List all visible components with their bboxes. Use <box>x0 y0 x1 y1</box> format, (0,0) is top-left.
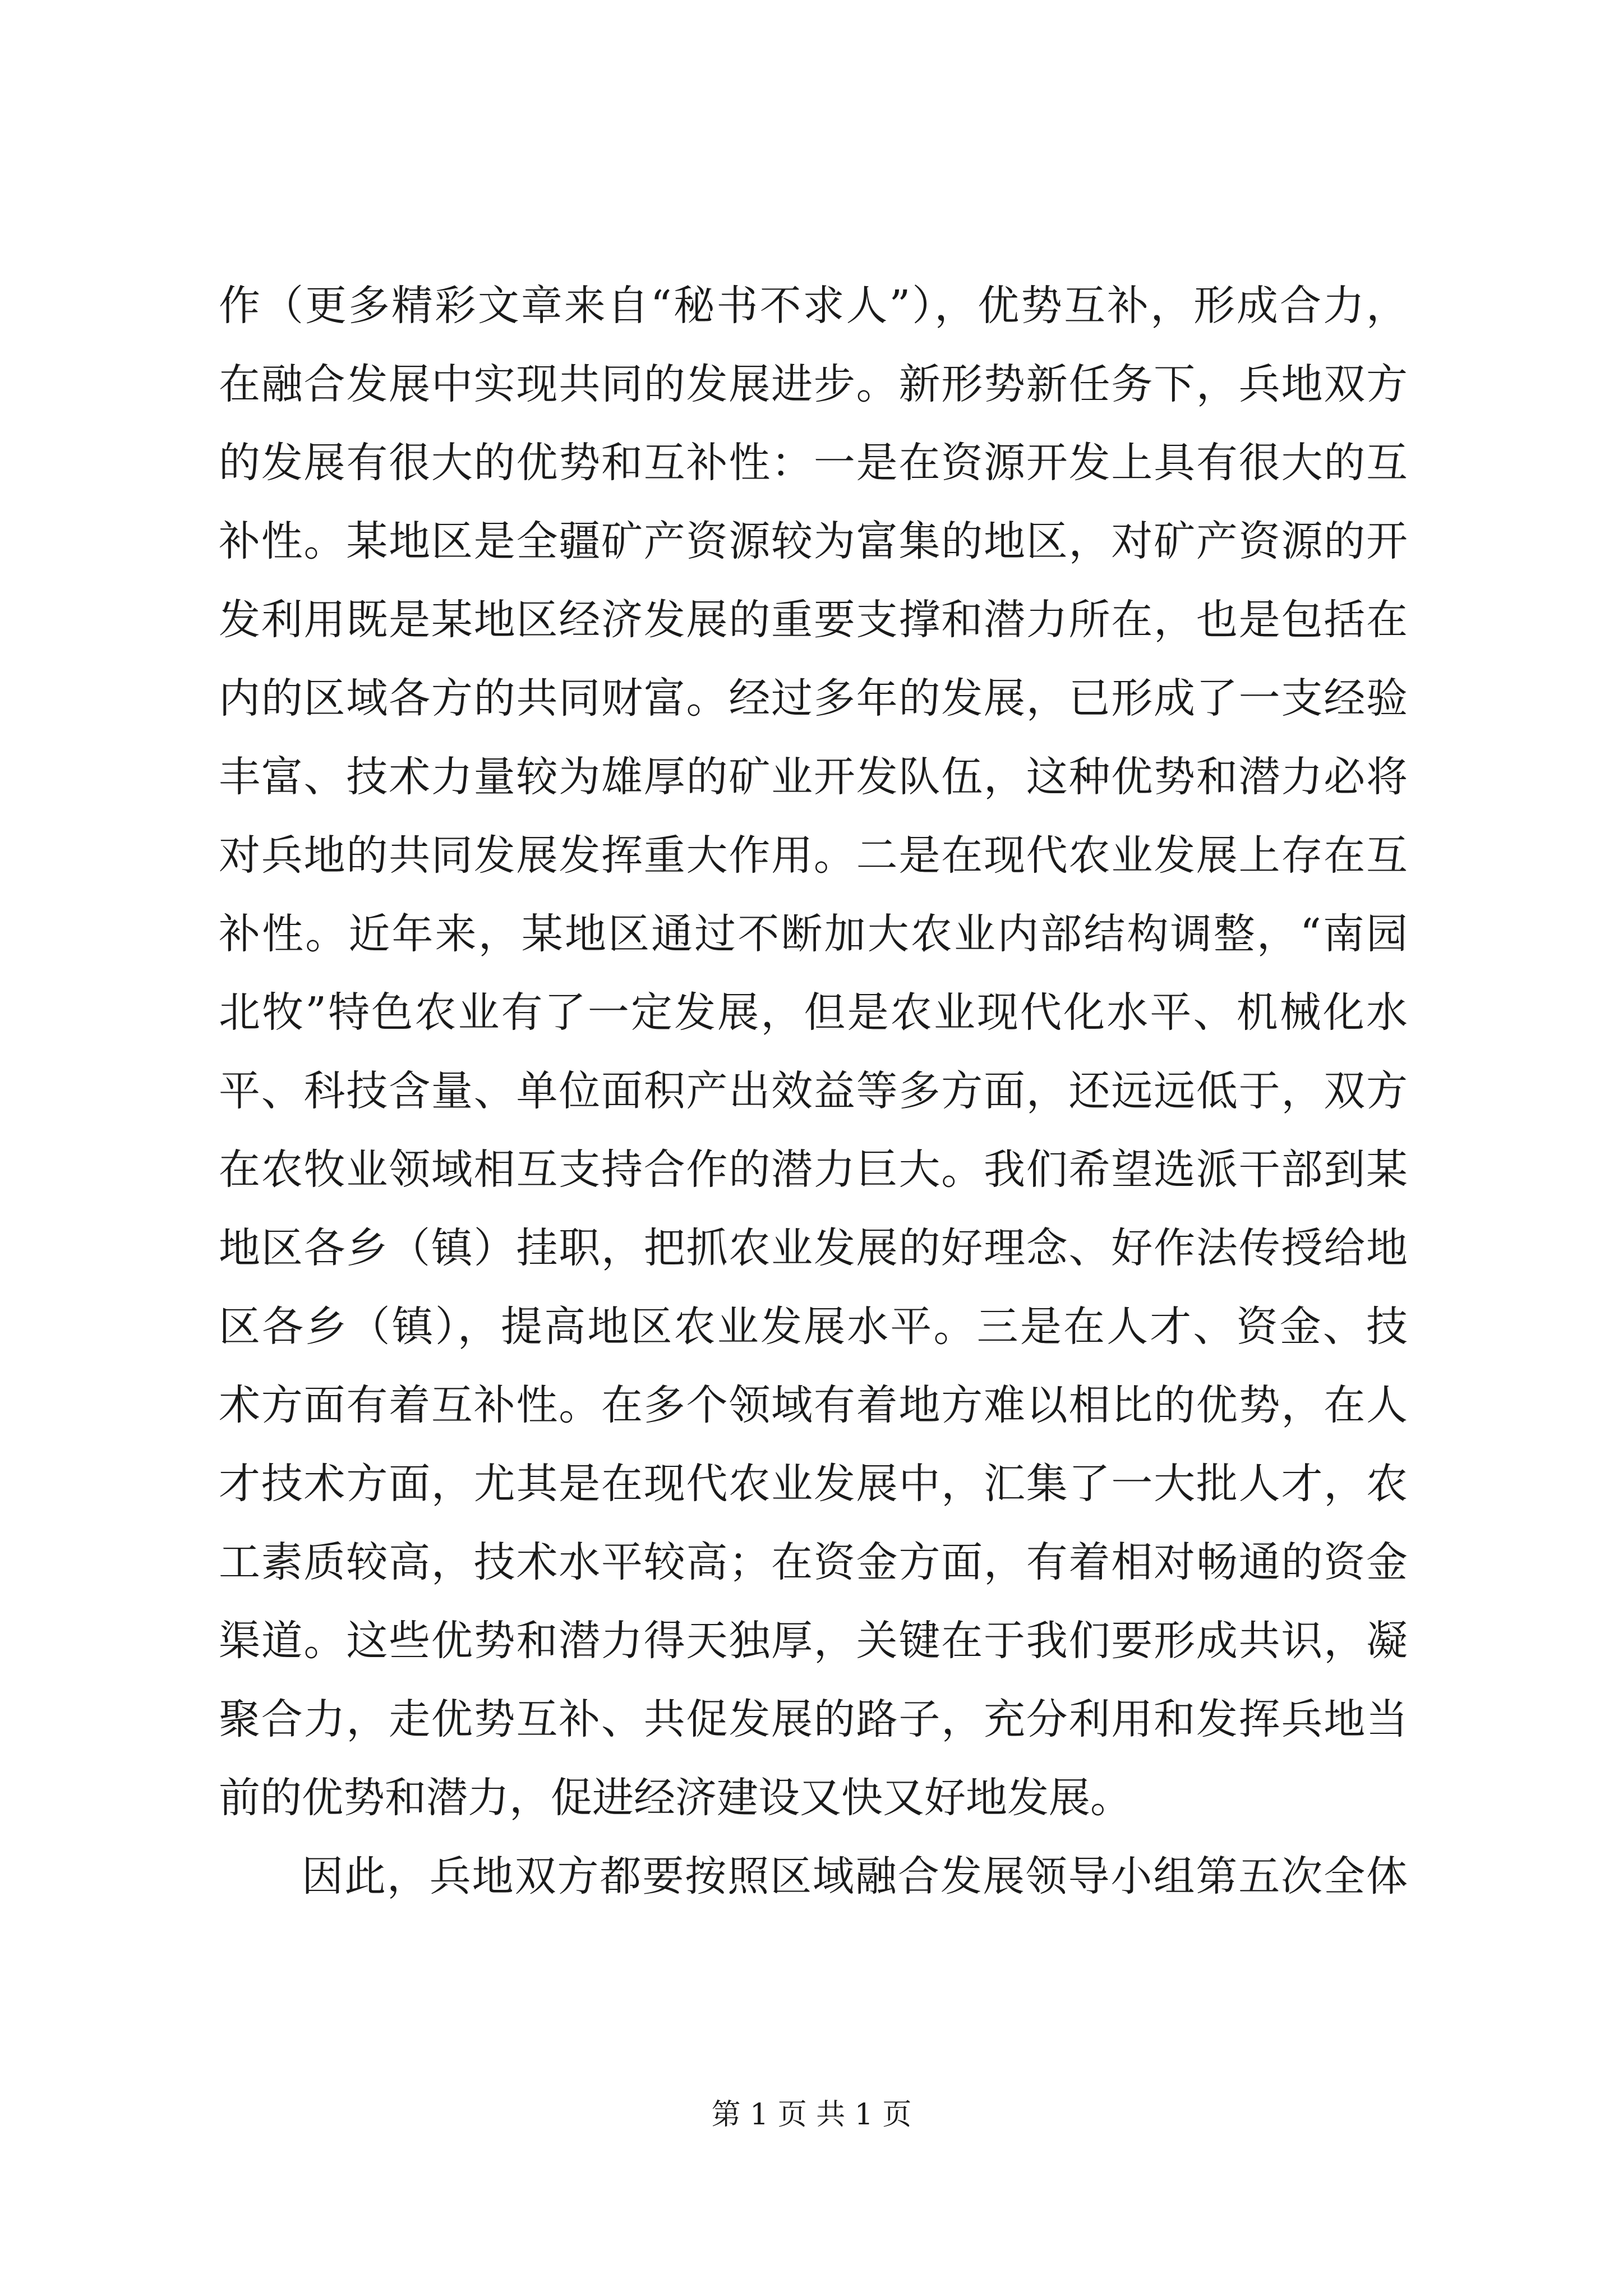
text-line: 内的区域各方的共同财富。经过多年的发展，已形成了一支经验 <box>219 674 1408 723</box>
text-line: 丰富、技术力量较为雄厚的矿业开发队伍，这种优势和潜力必将 <box>219 753 1408 801</box>
text-line: 作（更多精彩文章来自“秘书不求人”），优势互补，形成合力， <box>219 282 1408 330</box>
page-number-footer: 第 1 页 共 1 页 <box>711 2098 912 2132</box>
text-line: 在融合发展中实现共同的发展进步。新形势新任务下，兵地双方 <box>219 360 1408 408</box>
text-line: 渠道。这些优势和潜力得天独厚，关键在于我们要形成共识，凝 <box>219 1617 1408 1665</box>
text-line: 对兵地的共同发展发挥重大作用。二是在现代农业发展上存在互 <box>219 831 1408 880</box>
text-line: 前的优势和潜力，促进经济建设又快又好地发展。 <box>219 1774 1132 1822</box>
paragraph-2 <box>219 1837 1408 1916</box>
text-line: 区各乡（镇），提高地区农业发展水平。三是在人才、资金、技 <box>219 1303 1408 1351</box>
text-line: 发利用既是某地区经济发展的重要支撑和潜力所在，也是包括在 <box>219 596 1408 644</box>
text-line: 术方面有着互补性。在多个领域有着地方难以相比的优势，在人 <box>219 1381 1408 1429</box>
text-line: 北牧”特色农业有了一定发展，但是农业现代化水平、机械化水 <box>219 988 1408 1037</box>
text-line: 才技术方面，尤其是在现代农业发展中，汇集了一大批人才，农 <box>219 1460 1408 1508</box>
text-line: 的发展有很大的优势和互补性：一是在资源开发上具有很大的互 <box>219 439 1408 487</box>
text-line: 在农牧业领域相互支持合作的潜力巨大。我们希望选派干部到某 <box>219 1145 1408 1194</box>
paragraph-1 <box>219 266 1408 1837</box>
text-line: 工素质较高，技术水平较高；在资金方面，有着相对畅通的资金 <box>219 1538 1408 1586</box>
document-body <box>219 266 1408 1916</box>
text-line: 补性。近年来，某地区通过不断加大农业内部结构调整，“南园 <box>219 910 1408 958</box>
text-line: 平、科技含量、单位面积产出效益等多方面，还远远低于，双方 <box>219 1067 1408 1115</box>
text-line: 聚合力，走优势互补、共促发展的路子，充分利用和发挥兵地当 <box>219 1695 1408 1743</box>
text-line: 补性。某地区是全疆矿产资源较为富集的地区，对矿产资源的开 <box>219 517 1408 565</box>
text-line: 地区各乡（镇）挂职，把抓农业发展的好理念、好作法传授给地 <box>219 1224 1408 1272</box>
text-line: 因此，兵地双方都要按照区域融合发展领导小组第五次全体 <box>302 1852 1408 1901</box>
